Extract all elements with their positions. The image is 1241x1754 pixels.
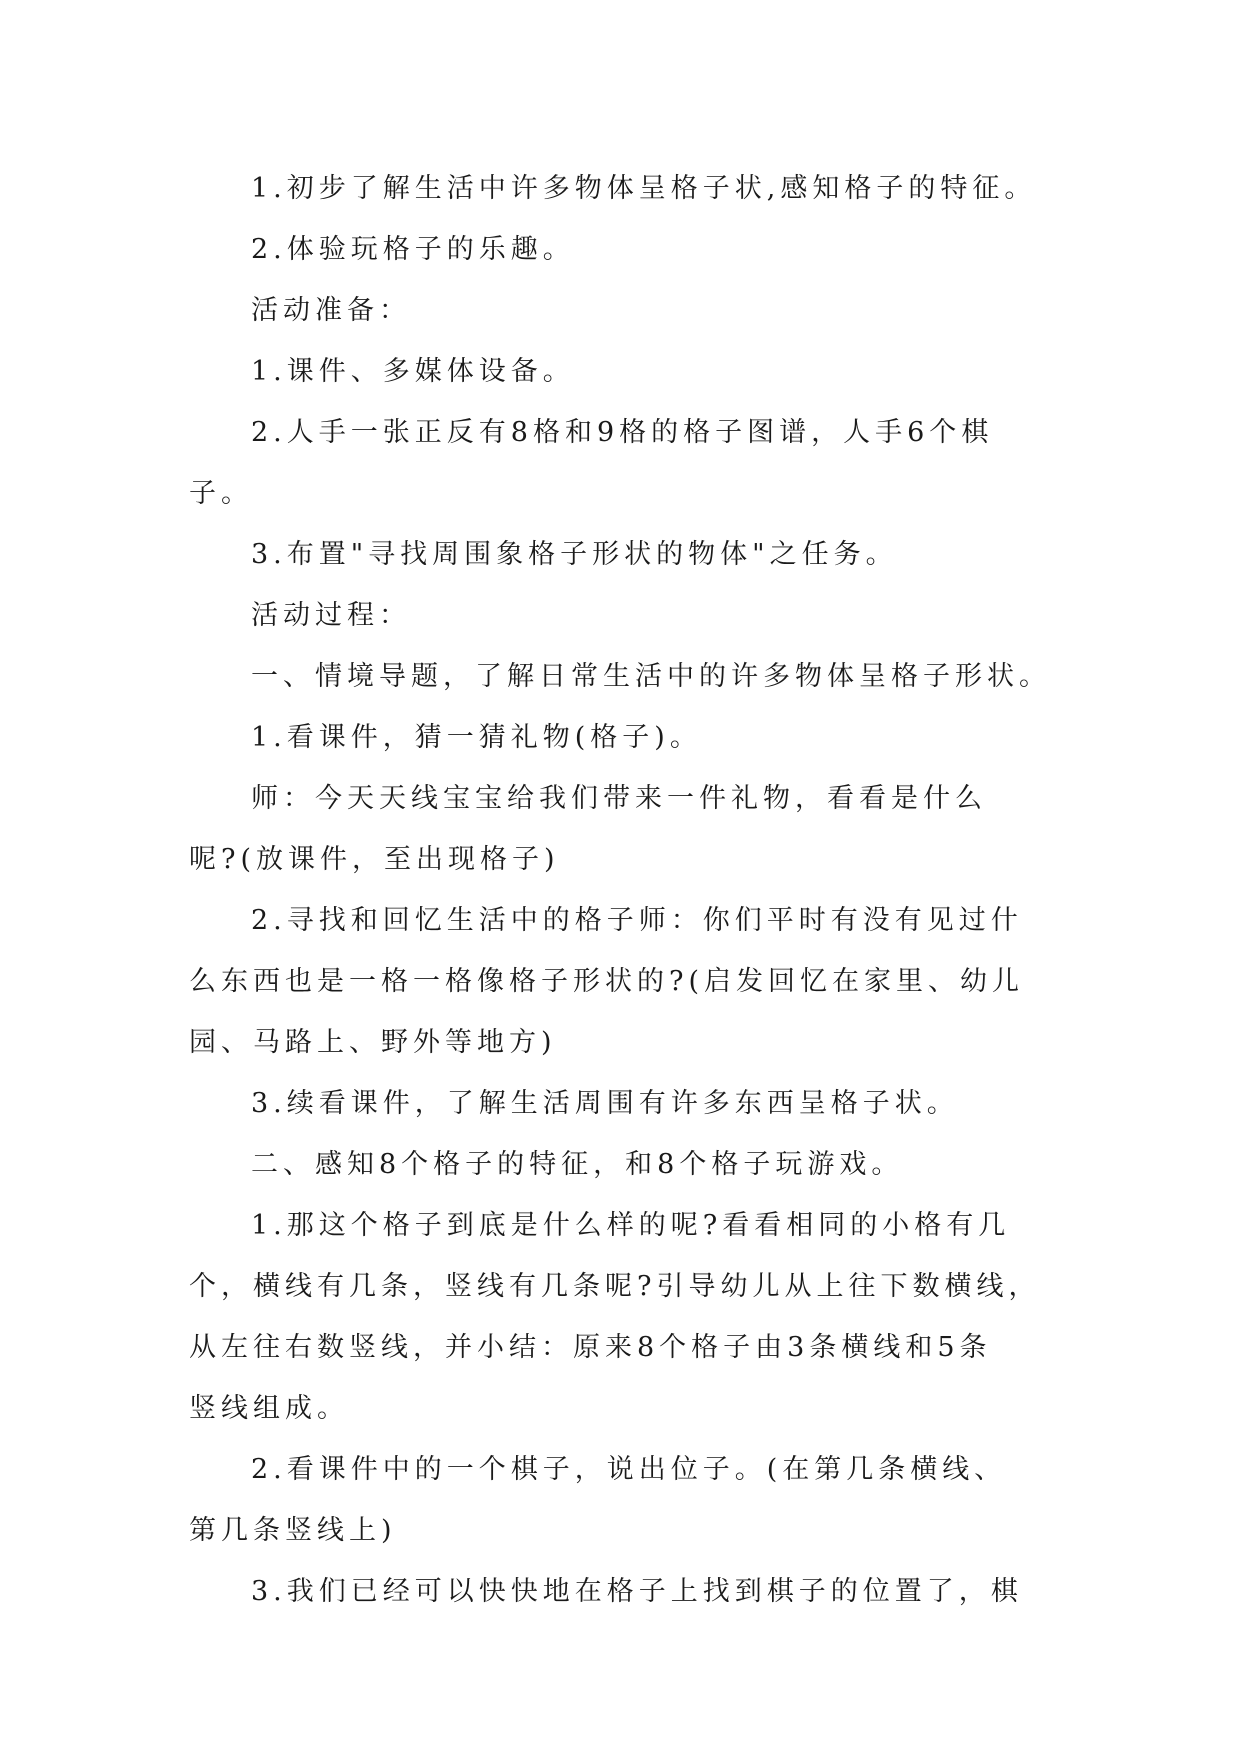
preparation-item-2: 2.人手一张正反有8格和9格的格子图谱，人手6个棋 xyxy=(251,417,994,448)
process-step-2-item-1-cont-3: 竖线组成。 xyxy=(189,1393,349,1424)
preparation-item-1: 1.课件、多媒体设备。 xyxy=(251,356,575,387)
process-step-1-item-2: 2.寻找和回忆生活中的格子师：你们平时有没有见过什 xyxy=(251,905,1023,936)
preparation-item-3: 3.布置"寻找周围象格子形状的物体"之任务。 xyxy=(251,539,898,570)
process-step-2-heading: 二、感知8个格子的特征，和8个格子玩游戏。 xyxy=(251,1149,904,1180)
process-step-1-item-1: 1.看课件，猜一猜礼物(格子)。 xyxy=(251,722,702,753)
process-step-2-item-1-cont-2: 从左往右数竖线，并小结：原来8个格子由3条横线和5条 xyxy=(189,1332,992,1363)
process-step-1-item-2-cont-1: 么东西也是一格一格像格子形状的?(启发回忆在家里、幼儿 xyxy=(189,966,1025,997)
process-step-2-item-3: 3.我们已经可以快快地在格子上找到棋子的位置了，棋 xyxy=(251,1576,1023,1607)
section-heading-preparation: 活动准备： xyxy=(251,295,411,326)
document-body xyxy=(189,158,1069,1622)
process-step-1-item-2-cont-2: 园、马路上、野外等地方) xyxy=(189,1027,557,1058)
teacher-line: 师：今天天线宝宝给我们带来一件礼物，看看是什么 xyxy=(251,783,987,814)
section-heading-process: 活动过程： xyxy=(251,600,411,631)
process-step-2-item-2-cont: 第几条竖线上) xyxy=(189,1515,397,1546)
process-step-1-item-3: 3.续看课件，了解生活周围有许多东西呈格子状。 xyxy=(251,1088,959,1119)
process-step-2-item-1: 1.那这个格子到底是什么样的呢?看看相同的小格有几 xyxy=(251,1210,1011,1241)
preparation-item-2-cont: 子。 xyxy=(189,478,253,509)
process-step-2-item-2: 2.看课件中的一个棋子，说出位子。(在第几条横线、 xyxy=(251,1454,1007,1485)
teacher-line-cont: 呢?(放课件，至出现格子) xyxy=(189,844,560,875)
process-step-1-heading: 一、情境导题，了解日常生活中的许多物体呈格子形状。 xyxy=(251,661,1051,692)
goal-item-2: 2.体验玩格子的乐趣。 xyxy=(251,234,575,265)
process-step-2-item-1-cont-1: 个，横线有几条，竖线有几条呢?引导幼儿从上往下数横线， xyxy=(189,1271,1041,1302)
goal-item-1: 1.初步了解生活中许多物体呈格子状,感知格子的特征。 xyxy=(251,173,1037,204)
